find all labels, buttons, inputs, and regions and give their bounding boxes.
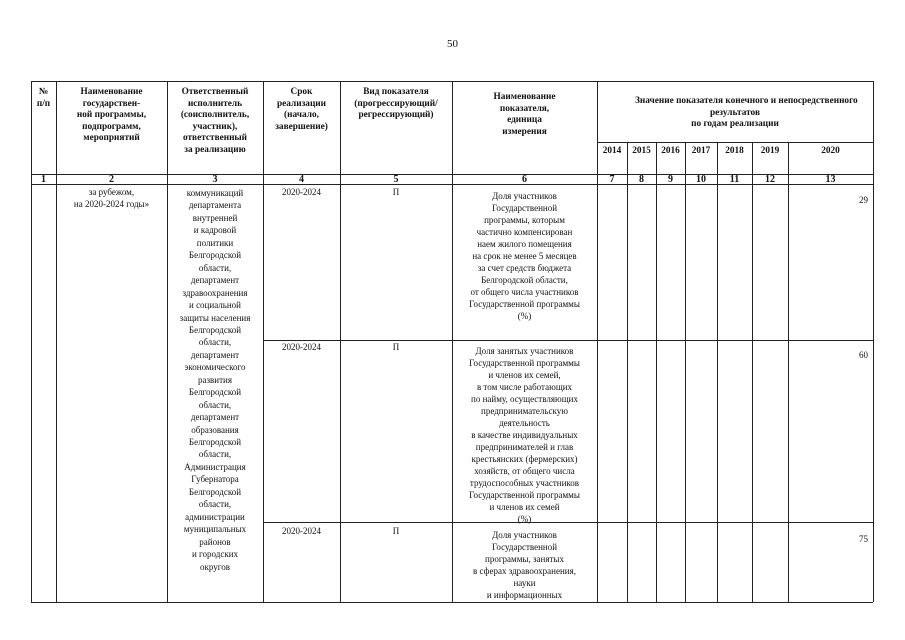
indicator-name-text: Белгородской области, [481, 275, 568, 285]
indicator-name-text: в сферах здравоохранения, [473, 566, 576, 576]
header-indicator-kind: (прогрессирующий/ [354, 98, 438, 109]
responsible-text: Белгородской [188, 250, 242, 261]
header-responsible: ответственный [182, 133, 248, 143]
responsible-text: политики [196, 237, 234, 248]
indicator-name-text: наем жилого помещения [477, 239, 572, 249]
indicator-name-text: и членов их семей, [488, 370, 561, 380]
responsible-text: Белгородской [188, 486, 242, 497]
program-name-text: за рубежом, [88, 187, 135, 197]
responsible-text: защиты населения [179, 312, 251, 323]
value-2020-cell: 29 [859, 195, 868, 205]
header-term: реализации [276, 98, 327, 109]
header-responsible: участник), [192, 121, 238, 132]
row-divider [263, 340, 873, 341]
column-border [56, 81, 57, 602]
indicator-name-text: деятельность [499, 418, 550, 428]
column-number: 1 [41, 174, 46, 185]
header-values-group: Значение показателя конечного и непосредственного [635, 96, 858, 106]
term-cell: 2020-2024 [282, 187, 321, 197]
responsible-text: образования [191, 424, 239, 435]
column-number: 11 [729, 174, 740, 185]
header-program: подпрограмм, [82, 121, 141, 132]
indicator-name-text: Государственной программы [469, 490, 580, 500]
column-number: 3 [212, 174, 218, 185]
header-number: № [38, 87, 49, 97]
header-term: Срок [290, 87, 313, 97]
indicator-name-text: предпринимателей и глав [475, 442, 574, 452]
header-indicator-kind: Вид показателя [363, 87, 429, 97]
indicator-name-text: частично компенсирован [476, 227, 573, 237]
responsible-text: районов [199, 536, 231, 547]
indicator-name-text: в качестве индивидуальных [471, 430, 578, 440]
column-number: 4 [299, 174, 304, 185]
indicator-name-text: и членов их семей [489, 502, 560, 512]
header-indicator-name: показателя, [499, 103, 550, 114]
header-responsible: (соисполнитель, [180, 110, 250, 120]
indicator-name-text: Государственной [491, 203, 558, 213]
column-border [717, 142, 718, 602]
program-name-text: на 2020-2024 годы» [73, 198, 150, 209]
responsible-text: Белгородской [188, 387, 242, 398]
indicator-name-text: по найму, осуществляющих [471, 394, 578, 404]
indicator-name-text: (%) [517, 311, 532, 321]
column-border [873, 81, 874, 602]
page-number: 50 [447, 38, 458, 50]
header-year: 2014 [602, 146, 622, 156]
header-term: (начало, [284, 110, 319, 120]
responsible-text: округов [200, 561, 230, 572]
responsible-text: Белгородской [188, 324, 242, 335]
responsible-text: Администрация [184, 461, 246, 472]
column-border [788, 142, 789, 602]
column-number: 8 [639, 174, 644, 185]
responsible-text: департамент [190, 275, 240, 286]
header-year: 2020 [821, 146, 840, 156]
indicator-kind-cell: П [392, 342, 400, 352]
column-number: 10 [696, 174, 706, 185]
indicator-name-text: Государственной программы [469, 299, 580, 309]
responsible-text: и городских [191, 549, 239, 560]
responsible-text: области, [198, 449, 232, 460]
responsible-text: муниципальных [183, 524, 247, 535]
responsible-text: Губернатора [191, 474, 239, 485]
indicator-name-text: трудоспособных участников [469, 478, 580, 488]
header-values-group: результатов [709, 107, 760, 118]
column-number: 9 [668, 174, 673, 185]
responsible-text: администрации [185, 511, 245, 522]
column-number: 5 [393, 174, 399, 185]
responsible-text: коммуникаций [186, 188, 244, 198]
column-border [685, 142, 686, 602]
responsible-text: внутренней [192, 212, 238, 223]
indicator-name-text: программы, занятых [485, 554, 564, 564]
responsible-text: и кадровой [193, 225, 237, 236]
value-2020-cell: 60 [859, 350, 868, 360]
header-indicator-kind: регрессирующий) [358, 110, 434, 120]
responsible-text: области, [198, 262, 232, 273]
responsible-text: области, [198, 337, 232, 348]
indicator-name-text: Доля занятых участников [475, 346, 574, 356]
header-number: п/п [36, 98, 51, 109]
header-responsible: Ответственный [181, 87, 249, 97]
header-indicator-name: измерения [502, 126, 547, 137]
term-cell: 2020-2024 [282, 342, 321, 352]
header-indicator-name: Наименование [493, 92, 556, 102]
column-border [31, 81, 32, 602]
indicator-name-text: Государственной [491, 542, 558, 552]
indicator-kind-cell: П [392, 187, 400, 197]
group-header-divider [597, 142, 873, 143]
responsible-text: и социальной [189, 300, 241, 311]
header-year: 2015 [632, 146, 651, 156]
responsible-text: экономического [184, 362, 246, 373]
header-year: 2017 [691, 146, 711, 156]
column-border [656, 142, 657, 602]
header-year: 2018 [725, 146, 744, 156]
indicator-name-text: Доля участников [492, 530, 557, 540]
value-2020-cell: 75 [859, 534, 868, 544]
indicator-name-text: хозяйств, от общего числа [474, 466, 575, 476]
indicator-name-text: за счет средств бюджета [477, 263, 572, 273]
header-responsible: исполнитель [187, 98, 243, 109]
indicator-name-text: в том числе работающих [476, 382, 573, 392]
indicator-name-text: предпринимательскую [481, 406, 568, 416]
indicator-name-text: науки [513, 578, 536, 588]
column-number: 7 [609, 174, 615, 185]
column-number: 12 [765, 174, 775, 185]
column-number: 2 [109, 174, 114, 185]
indicator-name-text: на срок не менее 5 месяцев [472, 251, 577, 261]
indicator-name-text: Государственной программы [469, 358, 580, 368]
header-responsible: за реализацию [184, 144, 246, 155]
header-program: мероприятий [83, 133, 140, 143]
responsible-text: департамент [190, 412, 240, 423]
responsible-text: области, [198, 499, 232, 510]
responsible-text: здравоохранения [182, 287, 248, 298]
indicator-name-text: (%) [517, 514, 532, 524]
responsible-text: Белгородской [188, 437, 242, 447]
header-year: 2019 [760, 146, 780, 156]
responsible-text: области, [198, 399, 232, 410]
term-cell: 2020-2024 [282, 526, 321, 536]
table-bottom-border [31, 602, 873, 603]
header-program: ной программы, [76, 110, 147, 120]
header-program: государствен- [82, 98, 141, 109]
indicator-name-text: крестьянских (фермерских) [471, 454, 578, 464]
indicator-name-text: от общего числа участников [470, 287, 579, 297]
indicator-name-text: и информационных [486, 590, 563, 600]
responsible-text: развития [197, 374, 232, 385]
header-year: 2016 [661, 146, 680, 156]
column-number: 13 [825, 174, 836, 185]
column-number: 6 [522, 174, 527, 185]
header-program: Наименование [80, 87, 143, 97]
responsible-text: департамент [190, 349, 240, 360]
indicator-name-text: Доля участников [492, 191, 557, 201]
header-term: завершение) [275, 121, 328, 132]
header-indicator-name: единица [507, 115, 542, 125]
column-border [752, 142, 753, 602]
header-values-group: по годам реализации [691, 119, 779, 129]
indicator-name-text: программы, которым [484, 215, 565, 225]
indicator-kind-cell: П [392, 526, 400, 536]
column-border [627, 142, 628, 602]
responsible-text: департамента [188, 200, 242, 211]
